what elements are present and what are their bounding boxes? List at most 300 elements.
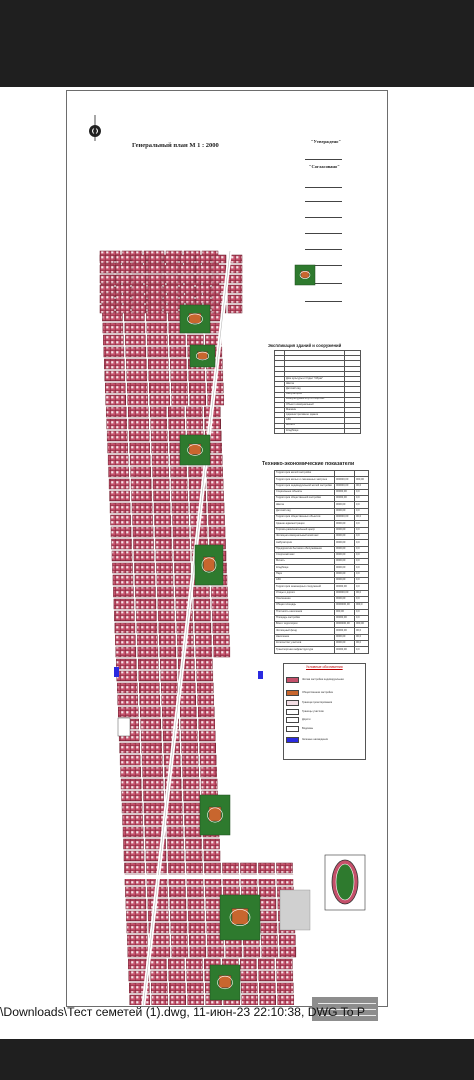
land-plot-block bbox=[105, 383, 125, 393]
land-plot-block bbox=[174, 551, 190, 561]
legend-title: Условные обозначения bbox=[306, 665, 343, 669]
land-plot-block bbox=[213, 623, 229, 633]
land-plot-block bbox=[200, 743, 216, 753]
land-plot-block bbox=[169, 335, 185, 345]
land-plot-block bbox=[208, 491, 224, 501]
land-plot-block bbox=[131, 467, 151, 477]
land-plot-block bbox=[182, 743, 198, 753]
land-plot-block bbox=[139, 683, 159, 693]
land-plot-block bbox=[100, 275, 114, 283]
land-plot-block bbox=[209, 527, 225, 537]
land-plot-block bbox=[195, 635, 211, 645]
tech-label-cell: Общая площадь bbox=[275, 603, 335, 609]
tech-label-cell: Территория жилой застройки bbox=[275, 471, 335, 477]
land-plot-block bbox=[226, 947, 242, 957]
land-plot-block bbox=[189, 923, 205, 933]
land-plot-block bbox=[148, 305, 162, 313]
land-plot-block bbox=[124, 863, 144, 873]
tech-label-cell: Улицы и дороги bbox=[275, 590, 335, 596]
tech-label-cell: Амбулатория bbox=[275, 540, 335, 546]
land-plot-block bbox=[160, 647, 176, 657]
tech-percent-cell: 0,0 bbox=[355, 596, 369, 602]
land-plot-block bbox=[169, 983, 185, 993]
land-plot-block bbox=[116, 285, 130, 293]
land-plot-block bbox=[212, 265, 226, 273]
cross-street bbox=[100, 875, 300, 879]
explication-table bbox=[274, 350, 361, 434]
land-plot-block bbox=[132, 295, 146, 303]
land-plot-block bbox=[100, 295, 114, 303]
land-plot-block bbox=[111, 515, 131, 525]
land-plot-block bbox=[100, 265, 114, 273]
land-plot-block bbox=[133, 515, 153, 525]
land-plot-block bbox=[113, 575, 133, 585]
land-plot-block bbox=[196, 255, 210, 263]
land-plot-block bbox=[154, 491, 170, 501]
land-plot-block bbox=[172, 491, 188, 501]
tech-percent-cell: 00,0 bbox=[355, 483, 369, 489]
tech-value-cell: 00000,00 bbox=[335, 615, 355, 621]
land-plot-block bbox=[125, 887, 145, 897]
tech-label-cell: Количество участков bbox=[275, 641, 335, 647]
land-plot-block bbox=[130, 443, 150, 453]
file-path-text: \Downloads\Тест семетей (1).dwg, 11-июн-23 22:10:38, DWG To P bbox=[0, 1005, 366, 1019]
land-plot-block bbox=[136, 599, 156, 609]
explication-name-cell: Амбулатория bbox=[285, 392, 345, 397]
land-plot-block bbox=[116, 275, 130, 283]
land-plot-block bbox=[129, 419, 149, 429]
land-plot-block bbox=[190, 395, 206, 405]
land-plot-block bbox=[174, 563, 190, 573]
land-plot-block bbox=[146, 863, 166, 873]
bottom-bar bbox=[0, 1039, 474, 1080]
legend-swatch bbox=[286, 726, 299, 732]
tech-label-cell: Территория индивидуальной жилой застройки bbox=[275, 483, 335, 489]
tech-percent-cell: 0,0 bbox=[355, 502, 369, 508]
tech-indicators-table bbox=[274, 470, 369, 654]
agreed-label: "Согласовано" bbox=[309, 164, 340, 169]
land-plot-block bbox=[185, 827, 201, 837]
land-plot-block bbox=[132, 285, 146, 293]
tech-percent-cell: 0,0 bbox=[355, 489, 369, 495]
land-plot-block bbox=[140, 707, 160, 717]
water-feature bbox=[258, 671, 263, 679]
land-plot-block bbox=[109, 479, 129, 489]
explication-name-cell: Объект коммунальный bbox=[285, 402, 345, 407]
land-plot-block bbox=[197, 683, 213, 693]
land-plot-block bbox=[104, 347, 124, 357]
tech-percent-cell: 0,0 bbox=[355, 533, 369, 539]
tech-indicators-title: Технико-экономические показатели bbox=[262, 461, 355, 467]
land-plot-block bbox=[116, 265, 130, 273]
land-plot-block bbox=[146, 851, 166, 861]
land-plot-block bbox=[186, 959, 202, 969]
land-plot-block bbox=[212, 611, 228, 621]
land-plot-block bbox=[132, 265, 146, 273]
legend-label: Общественная застройка bbox=[302, 691, 333, 694]
land-plot-block bbox=[155, 527, 171, 537]
tech-label-cell: Транспортная инфраструктура bbox=[275, 647, 335, 653]
legend-swatch bbox=[286, 690, 299, 696]
land-plot-block bbox=[118, 707, 138, 717]
land-plot-block bbox=[164, 295, 178, 303]
land-plot-block bbox=[127, 383, 147, 393]
land-plot-block bbox=[186, 839, 202, 849]
land-plot-block bbox=[150, 959, 166, 969]
tech-percent-cell: 000,00 bbox=[355, 622, 369, 628]
land-plot-block bbox=[170, 899, 186, 909]
land-plot-block bbox=[134, 551, 154, 561]
tech-percent-cell: 0,0 bbox=[355, 508, 369, 514]
land-plot-block bbox=[128, 395, 148, 405]
landscape-area bbox=[280, 890, 310, 930]
land-plot-block bbox=[169, 971, 185, 981]
land-plot-block bbox=[198, 695, 214, 705]
tech-label-cell: Всего территории bbox=[275, 622, 335, 628]
land-plot-block bbox=[139, 671, 159, 681]
tech-value-cell: 000000,00 bbox=[335, 515, 355, 521]
land-plot-block bbox=[204, 851, 220, 861]
land-plot-block bbox=[186, 863, 202, 873]
land-plot-block bbox=[214, 647, 230, 657]
land-plot-block bbox=[169, 887, 185, 897]
legend-swatch bbox=[286, 717, 299, 723]
land-plot-block bbox=[213, 635, 229, 645]
tech-label-cell: Парк bbox=[275, 571, 335, 577]
land-plot-block bbox=[260, 911, 276, 921]
land-plot-block bbox=[144, 791, 164, 801]
land-plot-block bbox=[204, 863, 220, 873]
approved-label: "Утверждено" bbox=[311, 139, 341, 144]
land-plot-block bbox=[108, 443, 128, 453]
land-plot-block bbox=[151, 419, 167, 429]
land-plot-block bbox=[196, 285, 210, 293]
land-plot-block bbox=[180, 275, 194, 283]
land-plot-block bbox=[103, 323, 123, 333]
land-plot-block bbox=[168, 851, 184, 861]
land-plot-block bbox=[186, 851, 202, 861]
land-plot-block bbox=[209, 515, 225, 525]
land-plot-block bbox=[197, 671, 213, 681]
tech-percent-cell: 0,0 bbox=[355, 578, 369, 584]
land-plot-block bbox=[188, 995, 204, 1005]
land-plot-block bbox=[120, 755, 140, 765]
tech-value-cell: 0000,00 bbox=[335, 502, 355, 508]
plan-title: Генеральный план М 1 : 2000 bbox=[132, 142, 219, 149]
land-plot-block bbox=[180, 295, 194, 303]
land-plot-block bbox=[112, 563, 132, 573]
tech-value-cell: 0000,00 bbox=[335, 540, 355, 546]
land-plot-block bbox=[126, 347, 146, 357]
land-plot-block bbox=[143, 767, 163, 777]
land-plot-block bbox=[126, 899, 146, 909]
land-plot-block bbox=[172, 395, 188, 405]
land-plot-block bbox=[161, 683, 177, 693]
land-plot-block bbox=[150, 947, 170, 957]
land-plot-block bbox=[161, 671, 177, 681]
land-plot-block bbox=[164, 275, 178, 283]
land-plot-block bbox=[109, 467, 129, 477]
land-plot-block bbox=[148, 275, 162, 283]
land-plot-block bbox=[153, 479, 169, 489]
land-plot-block bbox=[132, 491, 152, 501]
tech-label-cell: Озеленение bbox=[275, 596, 335, 602]
explication-name-cell: Кладбище bbox=[285, 428, 345, 433]
explication-name-cell: Дом культуры и Отдел "Образ" bbox=[285, 376, 345, 381]
land-plot-block bbox=[106, 395, 126, 405]
land-plot-block bbox=[103, 335, 123, 345]
land-plot-block bbox=[123, 827, 143, 837]
tech-value-cell: 0000000,00 bbox=[335, 622, 355, 628]
land-plot-block bbox=[116, 295, 130, 303]
land-plot-block bbox=[171, 479, 187, 489]
land-plot-block bbox=[195, 623, 211, 633]
land-plot-block bbox=[120, 743, 140, 753]
land-plot-block bbox=[259, 887, 275, 897]
legend-swatch bbox=[286, 709, 299, 715]
land-plot-block bbox=[116, 305, 130, 313]
land-plot-block bbox=[132, 503, 152, 513]
legend-label: Жилая застройка индивидуальная bbox=[302, 678, 344, 681]
tech-value-cell: 0000,00 bbox=[335, 508, 355, 514]
tech-value-cell: 000,00 bbox=[335, 609, 355, 615]
land-plot-block bbox=[115, 623, 135, 633]
land-plot-block bbox=[134, 539, 154, 549]
explication-name-cell: Детский сад bbox=[285, 387, 345, 392]
explication-name-cell: Школа bbox=[285, 382, 345, 387]
land-plot-block bbox=[193, 587, 209, 597]
land-plot-block bbox=[149, 383, 169, 393]
tech-label-cell: Детский сад bbox=[275, 508, 335, 514]
land-plot-block bbox=[148, 285, 162, 293]
tech-row bbox=[275, 647, 369, 653]
land-plot-block bbox=[150, 395, 170, 405]
land-plot-block bbox=[172, 503, 188, 513]
land-plot-block bbox=[150, 407, 166, 417]
tech-percent-cell: 000,0 bbox=[355, 603, 369, 609]
land-plot-block bbox=[261, 923, 277, 933]
land-plot-block bbox=[154, 503, 170, 513]
land-plot-block bbox=[190, 947, 206, 957]
land-plot-block bbox=[158, 599, 174, 609]
land-plot-block bbox=[151, 431, 167, 441]
tech-value-cell: 0000,00 bbox=[335, 565, 355, 571]
land-plot-block bbox=[200, 755, 216, 765]
land-plot-block bbox=[100, 285, 114, 293]
land-plot-block bbox=[183, 779, 199, 789]
tech-label-cell: Социальные объекты bbox=[275, 489, 335, 495]
tech-label-cell: Площадь застройки bbox=[275, 615, 335, 621]
land-plot-block bbox=[240, 863, 256, 873]
land-plot-block bbox=[187, 887, 203, 897]
land-plot-block bbox=[132, 305, 146, 313]
land-plot-block bbox=[132, 255, 146, 263]
land-plot-block bbox=[164, 265, 178, 273]
land-plot-block bbox=[164, 305, 178, 313]
tech-percent-cell: 0,0 bbox=[355, 521, 369, 527]
land-plot-block bbox=[151, 983, 167, 993]
land-plot-block bbox=[148, 347, 168, 357]
land-plot-block bbox=[152, 443, 168, 453]
tech-percent-cell: 0,0 bbox=[355, 496, 369, 502]
land-plot-block bbox=[187, 335, 203, 345]
land-plot-block bbox=[140, 695, 160, 705]
legend-label: Зеленые насаждения bbox=[302, 738, 328, 741]
land-plot-block bbox=[165, 767, 181, 777]
land-plot-block bbox=[261, 935, 277, 945]
explication-name-cell: Административное здание bbox=[285, 413, 345, 418]
land-plot-block bbox=[205, 887, 221, 897]
land-plot-block bbox=[152, 455, 168, 465]
land-plot-block bbox=[111, 527, 131, 537]
north-arrow-icon bbox=[86, 115, 104, 141]
land-plot-block bbox=[126, 359, 146, 369]
land-plot-block bbox=[167, 815, 183, 825]
land-plot-block bbox=[168, 959, 184, 969]
land-plot-block bbox=[159, 623, 175, 633]
land-plot-block bbox=[206, 899, 222, 909]
tech-percent-cell: 00,0 bbox=[355, 634, 369, 640]
land-plot-block bbox=[147, 335, 167, 345]
explication-row bbox=[275, 428, 361, 433]
tech-value-cell: 0000,00 bbox=[335, 571, 355, 577]
legend-label: Водоемы bbox=[302, 727, 314, 730]
land-plot-block bbox=[131, 479, 151, 489]
land-plot-block bbox=[137, 623, 157, 633]
land-plot-block bbox=[259, 983, 275, 993]
land-plot-block bbox=[156, 563, 172, 573]
stamp-line bbox=[318, 1003, 376, 1004]
tech-value-cell: 0000,00 bbox=[335, 533, 355, 539]
land-plot-block bbox=[108, 455, 128, 465]
land-plot-block bbox=[187, 971, 203, 981]
tech-label-cell: Школа bbox=[275, 502, 335, 508]
land-plot-block bbox=[167, 827, 183, 837]
tech-value-cell: 0000,00 bbox=[335, 546, 355, 552]
land-plot-block bbox=[190, 503, 206, 513]
land-plot-block bbox=[148, 265, 162, 273]
land-plot-block bbox=[133, 527, 153, 537]
land-plot-block bbox=[106, 407, 126, 417]
land-plot-block bbox=[114, 611, 134, 621]
land-plot-block bbox=[115, 635, 135, 645]
land-plot-block bbox=[188, 911, 204, 921]
land-plot-block bbox=[145, 815, 165, 825]
land-plot-block bbox=[212, 255, 226, 263]
tech-label-cell: Спорткомплекс bbox=[275, 552, 335, 558]
tech-label-cell: Жилищный фонд bbox=[275, 628, 335, 634]
land-plot-block bbox=[156, 551, 172, 561]
explication-name-cell: Мечеть bbox=[285, 423, 345, 428]
tech-value-cell: 0000,00 bbox=[335, 578, 355, 584]
land-plot-block bbox=[116, 659, 136, 669]
explication-title: Экспликация зданий и сооружений bbox=[268, 343, 342, 348]
land-plot-block bbox=[155, 515, 171, 525]
legend-label: Граница проектирования bbox=[302, 701, 333, 704]
land-plot-block bbox=[258, 959, 274, 969]
land-plot-block bbox=[122, 803, 142, 813]
land-plot-block bbox=[185, 815, 201, 825]
land-plot-block bbox=[198, 707, 214, 717]
land-plot-block bbox=[164, 255, 178, 263]
land-plot-block bbox=[196, 265, 210, 273]
land-plot-block bbox=[262, 947, 278, 957]
land-plot-block bbox=[121, 779, 141, 789]
land-plot-block bbox=[244, 947, 260, 957]
land-plot-block bbox=[173, 527, 189, 537]
land-plot-block bbox=[199, 731, 215, 741]
land-plot-block bbox=[170, 359, 186, 369]
land-plot-block bbox=[196, 295, 210, 303]
tech-label-cell: Жилищно-коммунальный комплекс bbox=[275, 533, 335, 539]
land-plot-block bbox=[153, 467, 169, 477]
tech-percent-cell: 00,0 bbox=[355, 590, 369, 596]
tech-label-cell: Кладбище bbox=[275, 565, 335, 571]
tech-label-cell: Мечеть bbox=[275, 559, 335, 565]
land-plot-block bbox=[168, 839, 184, 849]
tech-percent-cell: 00,0 bbox=[355, 628, 369, 634]
tech-percent-cell: 0,0 bbox=[355, 540, 369, 546]
land-plot-block bbox=[152, 995, 168, 1005]
land-plot-block bbox=[189, 935, 205, 945]
land-plot-block bbox=[199, 719, 215, 729]
land-plot-block bbox=[208, 395, 224, 405]
land-plot-block bbox=[228, 295, 242, 303]
land-plot-block bbox=[189, 371, 205, 381]
stadium-field bbox=[336, 864, 354, 900]
tech-value-cell: 000000,00 bbox=[335, 477, 355, 483]
explication-note-cell bbox=[345, 428, 361, 433]
land-plot-block bbox=[142, 743, 162, 753]
tech-value-cell: 0000000,00 bbox=[335, 603, 355, 609]
land-plot-block bbox=[147, 323, 167, 333]
land-plot-block bbox=[137, 635, 157, 645]
tech-label-cell: Территория инженерных сооружений bbox=[275, 584, 335, 590]
land-plot-block bbox=[170, 347, 186, 357]
land-plot-block bbox=[138, 647, 158, 657]
land-plot-block bbox=[122, 791, 142, 801]
tech-percent-cell: 00,0 bbox=[355, 515, 369, 521]
land-plot-block bbox=[212, 599, 228, 609]
land-plot-block bbox=[116, 255, 130, 263]
tech-percent-cell: 0,0 bbox=[355, 571, 369, 577]
land-plot-block bbox=[163, 731, 179, 741]
land-plot-block bbox=[181, 731, 197, 741]
land-plot-block bbox=[116, 647, 136, 657]
land-plot-block bbox=[280, 947, 296, 957]
legend-swatch bbox=[286, 677, 299, 683]
land-plot-block bbox=[125, 323, 145, 333]
land-plot-block bbox=[149, 371, 169, 381]
tech-value-cell: 00000,00 bbox=[335, 489, 355, 495]
tech-label-cell: Население bbox=[275, 634, 335, 640]
land-plot-block bbox=[128, 407, 148, 417]
land-plot-block bbox=[188, 899, 204, 909]
land-plot-block bbox=[183, 767, 199, 777]
drawing-sheet bbox=[0, 87, 474, 1039]
land-plot-block bbox=[211, 587, 227, 597]
land-plot-block bbox=[162, 695, 178, 705]
land-plot-block bbox=[105, 371, 125, 381]
land-plot-block bbox=[126, 911, 146, 921]
land-plot-block bbox=[212, 275, 226, 283]
tech-percent-cell: 0,0 bbox=[355, 559, 369, 565]
tech-label-cell: Территория жилых и смешанных застроек bbox=[275, 477, 335, 483]
land-plot-block bbox=[171, 467, 187, 477]
land-plot-block bbox=[107, 431, 127, 441]
land-plot-block bbox=[160, 659, 176, 669]
land-plot-block bbox=[151, 971, 167, 981]
